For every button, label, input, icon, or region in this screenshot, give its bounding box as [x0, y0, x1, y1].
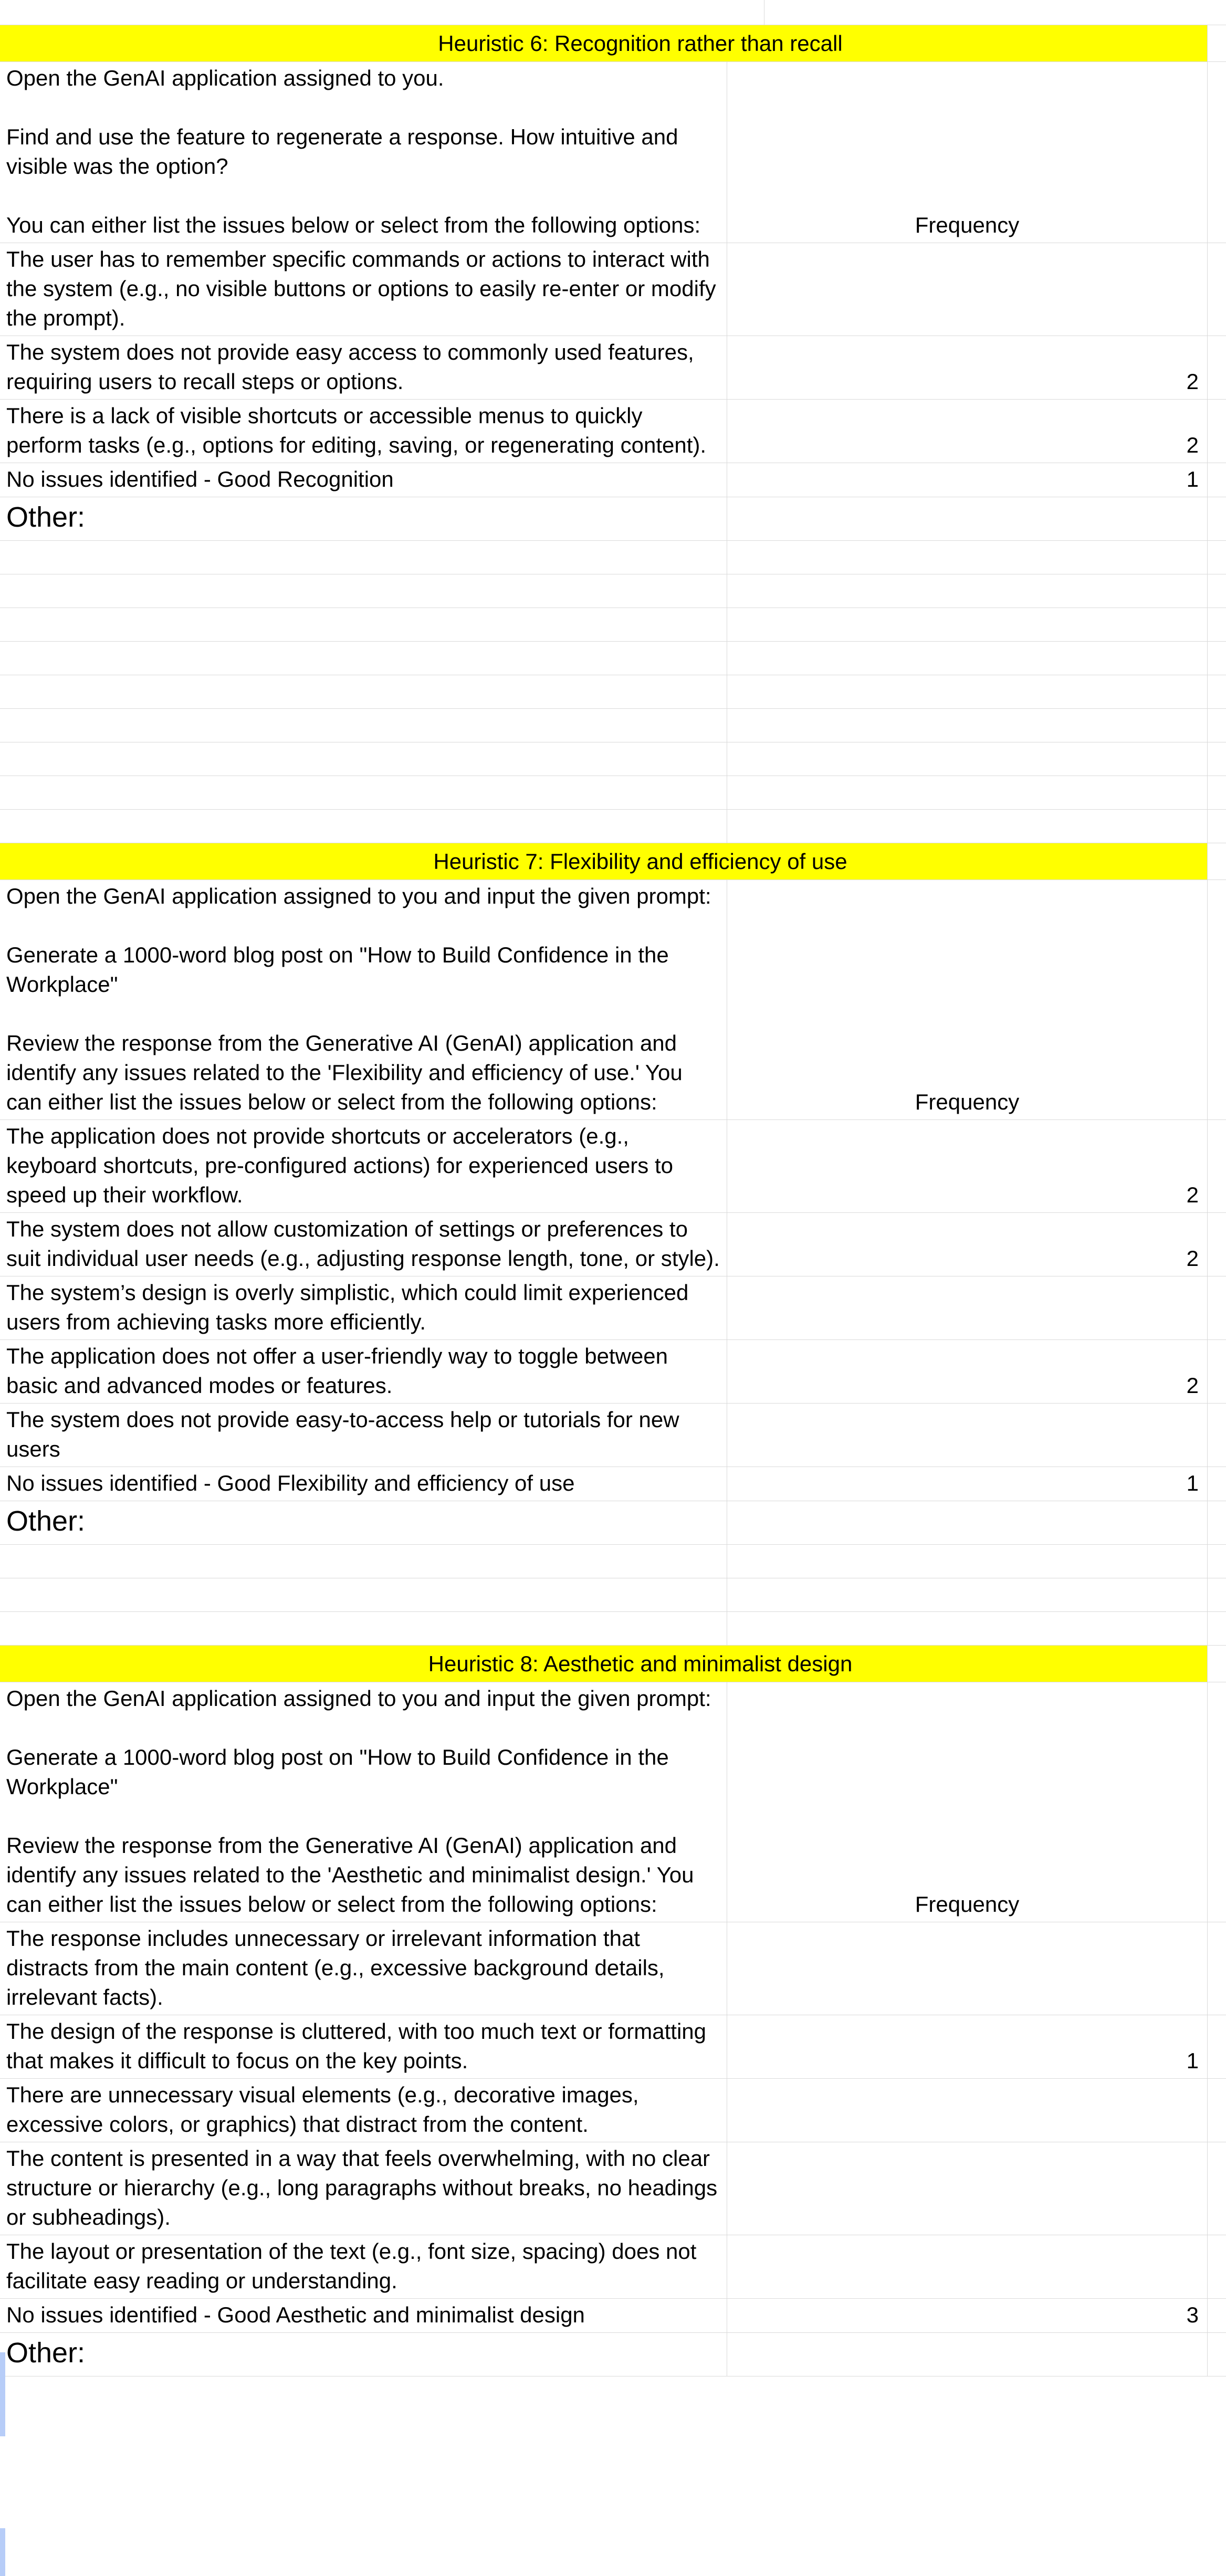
section-header-row — [0, 25, 1226, 62]
frequency-value-cell[interactable]: 2 — [727, 1340, 1208, 1403]
issue-text-cell[interactable]: The layout or presentation of the text (e.g., font size, spacing) does not facilitate easy reading or understanding. — [0, 2235, 727, 2298]
empty-cell[interactable] — [0, 1545, 727, 1578]
section-header-cell[interactable]: Heuristic 6: Recognition rather than recall — [0, 25, 1208, 61]
frequency-value-cell[interactable] — [727, 243, 1208, 336]
frequency-value-cell[interactable]: 1 — [727, 2015, 1208, 2078]
empty-cell[interactable] — [1208, 1213, 1226, 1276]
empty-cell[interactable] — [1208, 642, 1226, 675]
section-header-row — [0, 843, 1226, 880]
other-label-cell[interactable]: Other: — [0, 2333, 727, 2376]
empty-cell[interactable] — [1208, 541, 1226, 574]
empty-cell[interactable] — [727, 709, 1208, 742]
empty-row — [0, 1578, 1226, 1612]
top-partial-row[interactable] — [0, 0, 1226, 25]
row-selection-indicator — [0, 2528, 5, 2576]
frequency-header-cell[interactable]: Frequency — [727, 880, 1208, 1119]
empty-cell[interactable] — [1208, 880, 1226, 1119]
empty-cell[interactable] — [727, 1578, 1208, 1611]
task-cell[interactable]: Open the GenAI application assigned to you and input the given prompt: Generate a 1000-word blog post on "How to Build Confidence in the Workplace" Review the response from the Generative AI (GenAI) application and identify any issues related to the 'Flexibility and efficiency of use.' You can either list the issues below or select from the following options: — [0, 880, 727, 1119]
issue-text-cell[interactable]: The design of the response is cluttered, with too much text or formatting that makes it difficult to focus on the key points. — [0, 2015, 727, 2078]
other-label-cell[interactable]: Other: — [0, 497, 727, 540]
empty-cell[interactable] — [0, 1578, 727, 1611]
empty-cell[interactable] — [1208, 1404, 1226, 1467]
issue-row — [0, 336, 1226, 400]
empty-cell[interactable] — [727, 776, 1208, 809]
issue-text-cell[interactable]: The system does not allow customization of settings or preferences to suit individual user needs (e.g., adjusting response length, tone, or style). — [0, 1213, 727, 1276]
issue-text-cell[interactable]: The system does not provide easy access to commonly used features, requiring users to recall steps or options. — [0, 336, 727, 399]
empty-cell[interactable] — [1208, 2333, 1226, 2376]
empty-cell[interactable] — [1208, 1682, 1226, 1922]
issue-text-cell[interactable]: The system’s design is overly simplistic, which could limit experienced users from achieving tasks more efficiently. — [0, 1276, 727, 1339]
issue-row — [0, 243, 1226, 336]
task-cell[interactable]: Open the GenAI application assigned to you. Find and use the feature to regenerate a response. How intuitive and visible was the option? You can either list the issues below or select from the following options: — [0, 62, 727, 243]
empty-cell[interactable] — [0, 608, 727, 641]
frequency-header-cell[interactable]: Frequency — [727, 1682, 1208, 1922]
frequency-value-cell[interactable]: 1 — [727, 463, 1208, 497]
task-cell[interactable]: Open the GenAI application assigned to you and input the given prompt: Generate a 1000-word blog post on "How to Build Confidence in the Workplace" Review the response from the Generative AI (GenAI) application and identify any issues related to the 'Aesthetic and minimalist design.' You can either list the issues below or select from the following options: — [0, 1682, 727, 1922]
empty-cell[interactable] — [1208, 776, 1226, 809]
empty-row — [0, 810, 1226, 843]
other-row — [0, 1501, 1226, 1545]
other-row — [0, 2333, 1226, 2376]
empty-row — [0, 709, 1226, 742]
empty-cell[interactable] — [1208, 1646, 1226, 1682]
empty-cell[interactable] — [1208, 2079, 1226, 2142]
empty-cell[interactable] — [1208, 1120, 1226, 1212]
issue-text-cell[interactable]: The user has to remember specific commands or actions to interact with the system (e.g., no visible buttons or options to easily re-enter or modify the prompt). — [0, 243, 727, 336]
empty-cell[interactable] — [1208, 709, 1226, 742]
frequency-value-cell[interactable]: 2 — [727, 336, 1208, 399]
issue-text-cell[interactable]: No issues identified - Good Flexibility and efficiency of use — [0, 1467, 727, 1501]
frequency-value-cell[interactable]: 2 — [727, 1120, 1208, 1212]
empty-cell[interactable] — [727, 497, 1208, 540]
row-selection-indicator — [0, 2352, 5, 2436]
frequency-value-cell[interactable]: 3 — [727, 2299, 1208, 2332]
empty-cell[interactable] — [1208, 2299, 1226, 2332]
other-label-cell[interactable]: Other: — [0, 1501, 727, 1544]
empty-cell[interactable] — [0, 675, 727, 708]
section-header-cell[interactable]: Heuristic 7: Flexibility and efficiency of use — [0, 843, 1208, 879]
empty-cell[interactable] — [1208, 336, 1226, 399]
empty-cell[interactable] — [1208, 742, 1226, 776]
issue-row — [0, 2015, 1226, 2079]
frequency-value-cell[interactable] — [727, 2235, 1208, 2298]
empty-cell[interactable] — [1208, 1922, 1226, 2015]
frequency-value-cell[interactable] — [727, 1922, 1208, 2015]
issue-text-cell[interactable]: There are unnecessary visual elements (e.g., decorative images, excessive colors, or graphics) that distract from the content. — [0, 2079, 727, 2142]
frequency-value-cell[interactable] — [727, 2142, 1208, 2235]
empty-cell[interactable] — [1208, 2142, 1226, 2235]
issue-text-cell[interactable]: There is a lack of visible shortcuts or accessible menus to quickly perform tasks (e.g., options for editing, saving, or regenerating content). — [0, 400, 727, 463]
empty-cell[interactable] — [1208, 1545, 1226, 1578]
frequency-value-cell[interactable] — [727, 2079, 1208, 2142]
issue-text-cell[interactable]: No issues identified - Good Recognition — [0, 463, 727, 497]
issue-row — [0, 1276, 1226, 1340]
issue-row — [0, 2235, 1226, 2299]
issue-text-cell[interactable]: The application does not provide shortcuts or accelerators (e.g., keyboard shortcuts, pre-configured actions) for experienced users to speed up their workflow. — [0, 1120, 727, 1212]
issue-row — [0, 1213, 1226, 1276]
issue-text-cell[interactable]: The response includes unnecessary or irrelevant information that distracts from the main content (e.g., excessive background details, irrelevant facts). — [0, 1922, 727, 2015]
empty-cell[interactable] — [1208, 1501, 1226, 1544]
empty-cell[interactable] — [727, 742, 1208, 776]
issue-row — [0, 1120, 1226, 1213]
task-row — [0, 1682, 1226, 1922]
empty-row — [0, 1545, 1226, 1578]
empty-row — [0, 1612, 1226, 1646]
no-issues-row — [0, 463, 1226, 497]
empty-cell[interactable] — [0, 541, 727, 574]
task-row — [0, 62, 1226, 243]
empty-row — [0, 541, 1226, 574]
no-issues-row — [0, 2299, 1226, 2333]
issue-row — [0, 1922, 1226, 2015]
frequency-value-cell[interactable] — [727, 1404, 1208, 1467]
empty-cell[interactable] — [727, 642, 1208, 675]
empty-cell[interactable] — [1208, 2015, 1226, 2078]
empty-cell[interactable] — [1208, 497, 1226, 540]
empty-cell[interactable] — [1208, 463, 1226, 497]
empty-cell[interactable] — [727, 1545, 1208, 1578]
issue-text-cell[interactable]: The content is presented in a way that feels overwhelming, with no clear structure or hierarchy (e.g., long paragraphs without breaks, no headings or subheadings). — [0, 2142, 727, 2235]
task-row — [0, 880, 1226, 1120]
empty-cell[interactable] — [727, 810, 1208, 843]
frequency-value-cell[interactable] — [727, 1276, 1208, 1339]
empty-cell[interactable] — [1208, 608, 1226, 641]
frequency-header-cell[interactable]: Frequency — [727, 62, 1208, 243]
issue-row — [0, 1340, 1226, 1404]
issue-row — [0, 400, 1226, 463]
empty-cell[interactable] — [1208, 675, 1226, 708]
empty-cell[interactable] — [0, 810, 727, 843]
frequency-value-cell[interactable]: 2 — [727, 400, 1208, 463]
empty-cell[interactable] — [1208, 1612, 1226, 1645]
empty-cell[interactable] — [1208, 2235, 1226, 2298]
empty-cell[interactable] — [1208, 243, 1226, 336]
empty-cell[interactable] — [727, 1612, 1208, 1645]
no-issues-row — [0, 1467, 1226, 1501]
empty-cell[interactable] — [1208, 62, 1226, 243]
frequency-value-cell[interactable]: 2 — [727, 1213, 1208, 1276]
empty-row — [0, 776, 1226, 810]
empty-cell[interactable] — [1208, 810, 1226, 843]
empty-cell[interactable] — [1208, 25, 1226, 61]
issue-text-cell[interactable]: The system does not provide easy-to-access help or tutorials for new users — [0, 1404, 727, 1467]
empty-cell[interactable] — [1208, 1340, 1226, 1403]
empty-cell[interactable] — [0, 574, 727, 608]
section-header-cell[interactable]: Heuristic 8: Aesthetic and minimalist design — [0, 1646, 1208, 1682]
issue-text-cell[interactable]: The application does not offer a user-friendly way to toggle between basic and advanced modes or features. — [0, 1340, 727, 1403]
empty-cell[interactable] — [727, 2333, 1208, 2376]
empty-row — [0, 642, 1226, 675]
empty-row — [0, 742, 1226, 776]
empty-row — [0, 574, 1226, 608]
empty-cell[interactable] — [0, 642, 727, 675]
issue-row — [0, 2079, 1226, 2142]
empty-cell[interactable] — [1208, 400, 1226, 463]
empty-cell[interactable] — [0, 776, 727, 809]
empty-cell[interactable] — [0, 742, 727, 776]
empty-cell[interactable] — [727, 675, 1208, 708]
empty-cell[interactable] — [727, 574, 1208, 608]
empty-cell[interactable] — [1208, 843, 1226, 879]
empty-row — [0, 675, 1226, 709]
empty-cell[interactable] — [727, 1501, 1208, 1544]
empty-cell[interactable] — [727, 608, 1208, 641]
empty-cell[interactable] — [0, 709, 727, 742]
empty-cell[interactable] — [1208, 574, 1226, 608]
issue-row — [0, 1404, 1226, 1467]
empty-cell[interactable] — [1208, 1467, 1226, 1501]
issue-row — [0, 2142, 1226, 2235]
empty-cell[interactable] — [0, 1612, 727, 1645]
empty-cell[interactable] — [1208, 1578, 1226, 1611]
section-header-row — [0, 1646, 1226, 1682]
empty-cell[interactable] — [727, 541, 1208, 574]
issue-text-cell[interactable]: No issues identified - Good Aesthetic and minimalist design — [0, 2299, 727, 2332]
empty-row — [0, 608, 1226, 642]
frequency-value-cell[interactable]: 1 — [727, 1467, 1208, 1501]
empty-cell[interactable] — [1208, 1276, 1226, 1339]
other-row — [0, 497, 1226, 541]
